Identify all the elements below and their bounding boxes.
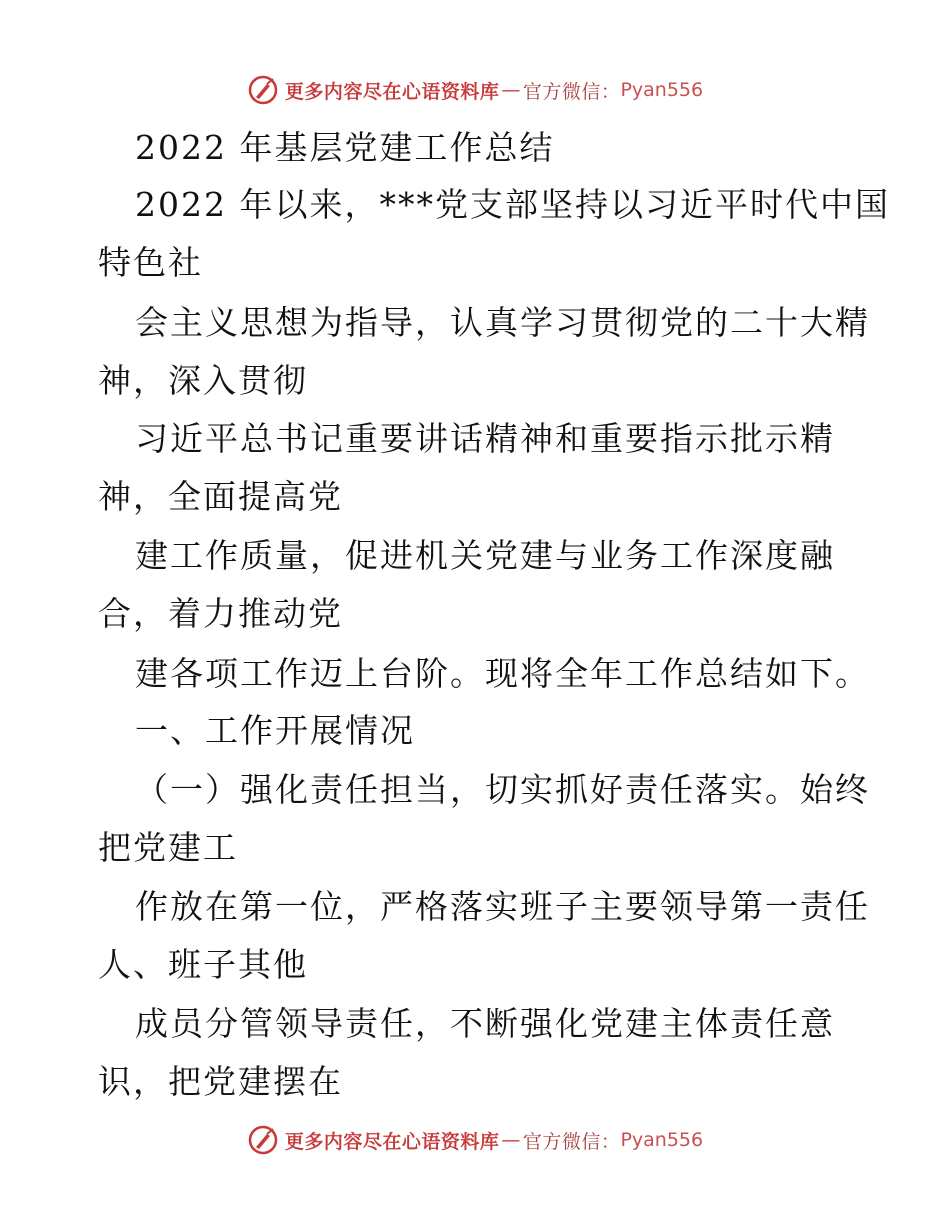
text-line: 建各项工作迈上台阶。现将全年工作总结如下。 [135,654,870,693]
header-watermark-banner [0,70,950,110]
banner-brand-text: 更多内容尽在心语资料库 [284,1130,500,1153]
banner-wechat-id: Pyan556 [620,1129,704,1151]
text-line: 神，全面提高党 [98,477,343,516]
text-line: 2022 年以来，***党支部坚持以习近平时代中国 [135,185,890,224]
footer-watermark-banner [0,1120,950,1160]
quill-logo-icon [247,1124,279,1156]
text-line: 人、班子其他 [98,945,308,984]
banner-official-label: 官方微信： [522,1130,621,1153]
text-line: 建工作质量，促进机关党建与业务工作深度融 [135,536,835,575]
banner-wechat-id: Pyan556 [620,79,704,101]
section-heading: 一、工作开展情况 [135,711,415,750]
banner-official-label: 官方微信： [522,80,621,103]
text-line: 成员分管领导责任，不断强化党建主体责任意 [135,1004,835,1043]
text-line: 神，深入贯彻 [98,361,308,400]
text-line: 把党建工 [98,828,238,867]
text-line: 识，把党建摆在 [98,1062,343,1101]
banner-brand-text: 更多内容尽在心语资料库 [284,80,500,103]
text-line: 合，着力推动党 [98,594,343,633]
subsection-heading: （一）强化责任担当，切实抓好责任落实。始终 [135,770,870,809]
banner-separator: — [501,1129,521,1151]
text-line: 特色社 [98,243,203,282]
document-title: 2022 年基层党建工作总结 [135,128,555,167]
banner-separator: — [501,79,521,101]
quill-logo-icon [247,74,279,106]
text-line: 习近平总书记重要讲话精神和重要指示批示精 [135,419,835,458]
text-line: 会主义思想为指导，认真学习贯彻党的二十大精 [135,303,870,342]
text-line: 作放在第一位，严格落实班子主要领导第一责任 [135,887,870,926]
